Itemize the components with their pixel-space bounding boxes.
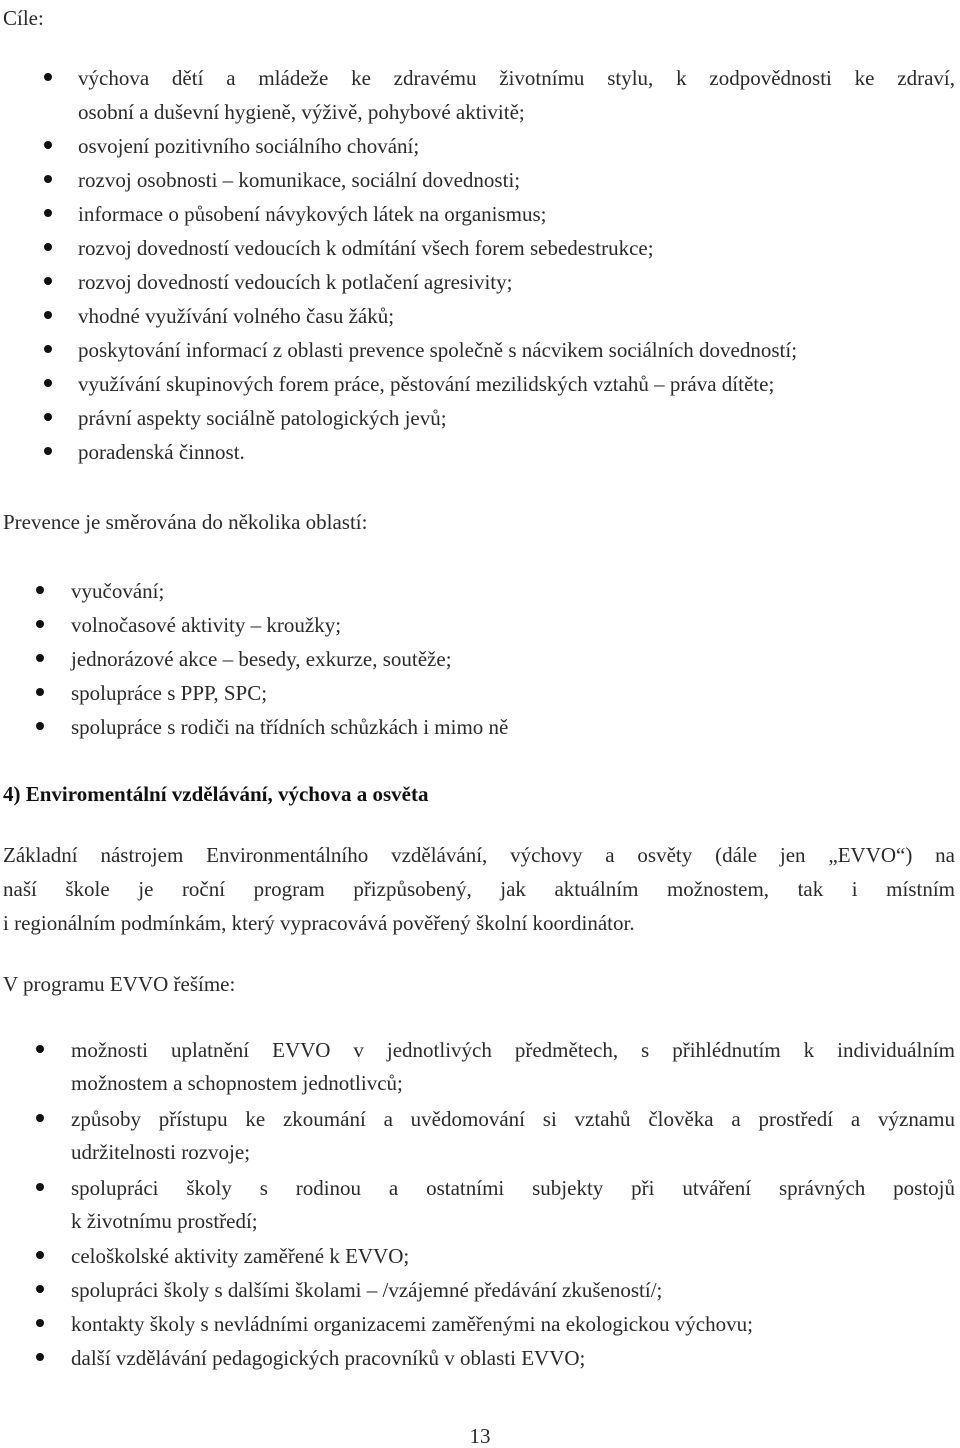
prevention-intro: Prevence je směrována do několika oblastí:	[3, 510, 368, 534]
list-item-text: poradenská činnost.	[78, 440, 245, 464]
list-item-text: poskytování informací z oblasti prevence společně s nácvikem sociálních dovedností;	[78, 338, 798, 362]
bullet-icon	[36, 1251, 44, 1259]
goals-heading: Cíle:	[3, 6, 44, 30]
bullet-icon	[44, 345, 52, 353]
list-item-text: k životnímu prostředí;	[71, 1209, 258, 1233]
list-item-text: výchova dětí a mládeže ke zdravému životnímu stylu, k zodpovědnosti ke zdraví,	[78, 66, 955, 90]
list-item-text: osobní a duševní hygieně, výživě, pohybové aktivitě;	[78, 100, 525, 124]
bullet-icon	[36, 654, 44, 662]
bullet-icon	[36, 1183, 44, 1191]
list-item-text: spolupráce s rodiči na třídních schůzkách i mimo ně	[71, 715, 509, 739]
list-item-text: možnosti uplatnění EVVO v jednotlivých předmětech, s přihlédnutím k individuálním	[71, 1038, 955, 1062]
list-item-text: možnostem a schopnostem jednotlivců;	[71, 1071, 403, 1095]
bullet-icon	[36, 1319, 44, 1327]
list-item-text: jednorázové akce – besedy, exkurze, soutěže;	[71, 647, 452, 671]
list-item-text: rozvoj osobnosti – komunikace, sociální dovednosti;	[78, 168, 521, 192]
list-item-text: celoškolské aktivity zaměřené k EVVO;	[71, 1244, 410, 1268]
bullet-icon	[44, 413, 52, 421]
bullet-icon	[36, 722, 44, 730]
bullet-icon	[44, 311, 52, 319]
page-number: 13	[469, 1424, 491, 1448]
bullet-icon	[36, 1285, 44, 1293]
list-item-text: spolupráci školy s dalšími školami – /vzájemné předávání zkušeností/;	[71, 1278, 663, 1302]
list-item-text: osvojení pozitivního sociálního chování;	[78, 134, 420, 158]
list-item-text: další vzdělávání pedagogických pracovníků v oblasti EVVO;	[71, 1346, 586, 1370]
bullet-icon	[36, 688, 44, 696]
list-item-text: vhodné využívání volného času žáků;	[78, 304, 395, 328]
section-heading: 4) Enviromentální vzdělávání, výchova a osvěta	[3, 782, 429, 806]
list-item-text: vyučování;	[71, 579, 165, 603]
bullet-icon	[44, 141, 52, 149]
bullet-icon	[44, 209, 52, 217]
paragraph-line: i regionálním podmínkám, který vypracovává pověřený školní koordinátor.	[3, 911, 635, 935]
bullet-icon	[36, 1114, 44, 1122]
bullet-icon	[44, 73, 52, 81]
bullet-icon	[44, 379, 52, 387]
list-item-text: způsoby přístupu ke zkoumání a uvědomování si vztahů člověka a prostředí a významu	[71, 1107, 955, 1131]
evvo-intro: V programu EVVO řešíme:	[3, 972, 236, 996]
list-item-text: udržitelnosti rozvoje;	[71, 1140, 251, 1164]
list-item-text: volnočasové aktivity – kroužky;	[71, 613, 342, 637]
bullet-icon	[36, 620, 44, 628]
bullet-icon	[36, 1045, 44, 1053]
bullet-icon	[44, 175, 52, 183]
list-item-text: informace o působení návykových látek na organismus;	[78, 202, 547, 226]
list-item-text: spolupráce s PPP, SPC;	[71, 681, 268, 705]
bullet-icon	[36, 586, 44, 594]
bullet-icon	[44, 243, 52, 251]
list-item-text: využívání skupinových forem práce, pěstování mezilidských vztahů – práva dítěte;	[78, 372, 775, 396]
bullet-icon	[36, 1353, 44, 1361]
list-item-text: rozvoj dovedností vedoucích k odmítání všech forem sebedestrukce;	[78, 236, 654, 260]
list-item-text: spolupráci školy s rodinou a ostatními subjekty při utváření správných postojů	[71, 1176, 955, 1200]
list-item-text: rozvoj dovedností vedoucích k potlačení agresivity;	[78, 270, 513, 294]
paragraph-line: naší škole je roční program přizpůsobený, jak aktuálním možnostem, tak i místním	[3, 877, 955, 901]
bullet-icon	[44, 277, 52, 285]
paragraph-line: Základní nástrojem Environmentálního vzdělávání, výchovy a osvěty (dále jen „EVVO“) na	[3, 843, 955, 867]
list-item-text: právní aspekty sociálně patologických jevů;	[78, 406, 447, 430]
list-item-text: kontakty školy s nevládními organizacemi zaměřenými na ekologickou výchovu;	[71, 1312, 753, 1336]
bullet-icon	[44, 447, 52, 455]
